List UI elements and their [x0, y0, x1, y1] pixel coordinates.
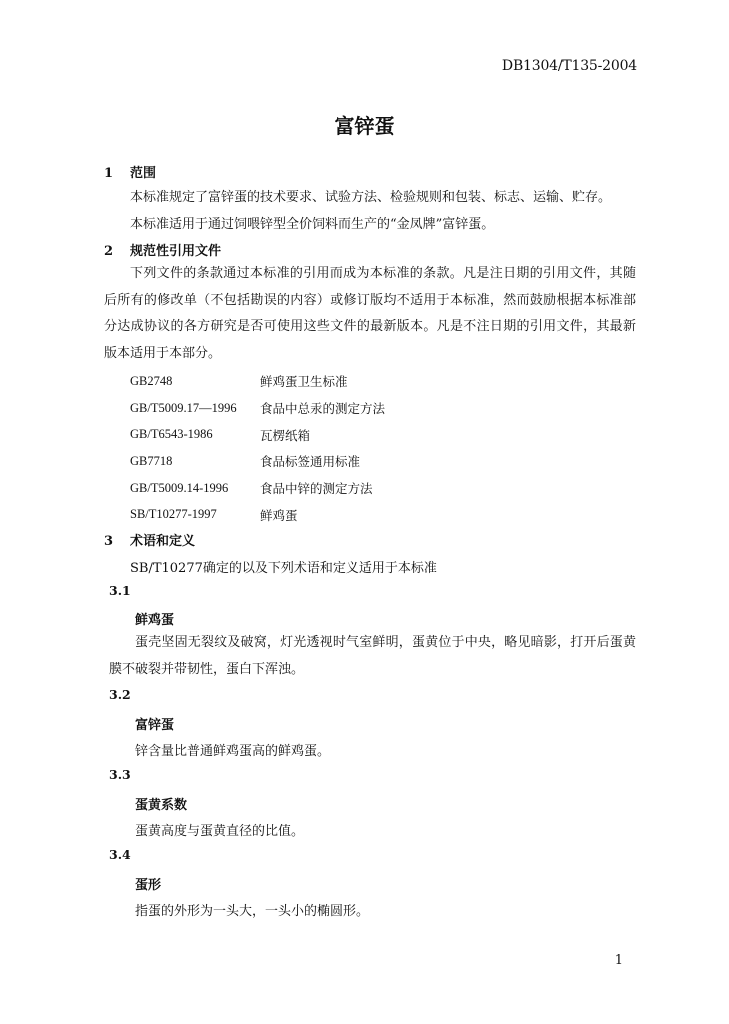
reference-code: GB/T6543-1986 [130, 427, 213, 442]
reference-list [130, 368, 385, 528]
section-number: 3 [104, 534, 114, 549]
section-number: 1 [104, 166, 114, 181]
section-title: 术语和定义 [130, 534, 196, 549]
page-number: 1 [614, 953, 623, 968]
reference-item [130, 421, 385, 448]
section-3-heading [104, 530, 195, 549]
reference-code: GB7718 [130, 453, 173, 468]
clause-definition: 蛋黄高度与蛋黄直径的比值。 [135, 824, 305, 839]
clause-definition: 指蛋的外形为一头大，一头小的椭圆形。 [135, 904, 370, 919]
reference-code: GB/T5009.14-1996 [130, 480, 229, 495]
reference-code: GB/T5009.17—1996 [130, 400, 237, 415]
reference-name: 鲜鸡蛋 [260, 507, 298, 523]
reference-name: 鲜鸡蛋卫生标准 [260, 374, 348, 390]
clause-term: 鲜鸡蛋 [135, 613, 175, 628]
reference-item [130, 368, 385, 395]
clause-number: 3.4 [109, 847, 131, 862]
clause-term: 蛋形 [135, 878, 162, 893]
clause-definition: 蛋壳坚固无裂纹及破窝，灯光透视时气室鲜明，蛋黄位于中央，略见暗影，打开后蛋黄膜不破裂并带韧性，蛋白下浑浊。 [109, 635, 636, 677]
reference-name: 食品中锌的测定方法 [260, 481, 373, 497]
section-3-intro: SB/T10277确定的以及下列术语和定义适用于本标准 [130, 561, 437, 576]
section-1-paragraph-1: 本标准规定了富锌蛋的技术要求、试验方法、检验规则和包装、标志、运输、贮存。 [130, 190, 612, 205]
standard-code: DB1304/T135-2004 [501, 58, 637, 74]
clause-term: 富锌蛋 [135, 718, 175, 733]
reference-item [130, 395, 385, 422]
section-title: 规范性引用文件 [130, 244, 222, 259]
reference-name: 食品标签通用标准 [260, 454, 361, 470]
reference-name: 食品中总汞的测定方法 [260, 401, 386, 417]
section-number: 2 [104, 244, 114, 259]
clause-term: 蛋黄系数 [135, 798, 188, 813]
section-2-heading [104, 240, 221, 259]
section-2-intro: 下列文件的条款通过本标准的引用而成为本标准的条款。凡是注日期的引用文件，其随后所有的修改单（不包括勘误的内容）或修订版均不适用于本标准，然而鼓励根据本标准部分达成协议的各方研究是否可使用这些文件的最新版本。凡是不注日期的引用文件，其最新版本适用于本部分。 [104, 266, 636, 361]
section-1-heading [104, 162, 156, 181]
clause-number: 3.1 [109, 583, 131, 598]
reference-item [130, 448, 385, 475]
document-title: 富锌蛋 [334, 114, 395, 138]
clause-number: 3.3 [109, 767, 131, 782]
clause-definition: 锌含量比普通鲜鸡蛋高的鲜鸡蛋。 [135, 744, 331, 759]
section-title: 范围 [130, 166, 157, 181]
reference-item [130, 501, 385, 528]
reference-name: 瓦楞纸箱 [260, 427, 311, 443]
reference-code: SB/T10277-1997 [130, 507, 217, 522]
section-1-paragraph-2: 本标准适用于通过饲喂锌型全价饲料而生产的“金凤牌”富锌蛋。 [130, 217, 495, 232]
clause-number: 3.2 [109, 687, 131, 702]
reference-code: GB2748 [130, 373, 173, 388]
reference-item [130, 475, 385, 502]
